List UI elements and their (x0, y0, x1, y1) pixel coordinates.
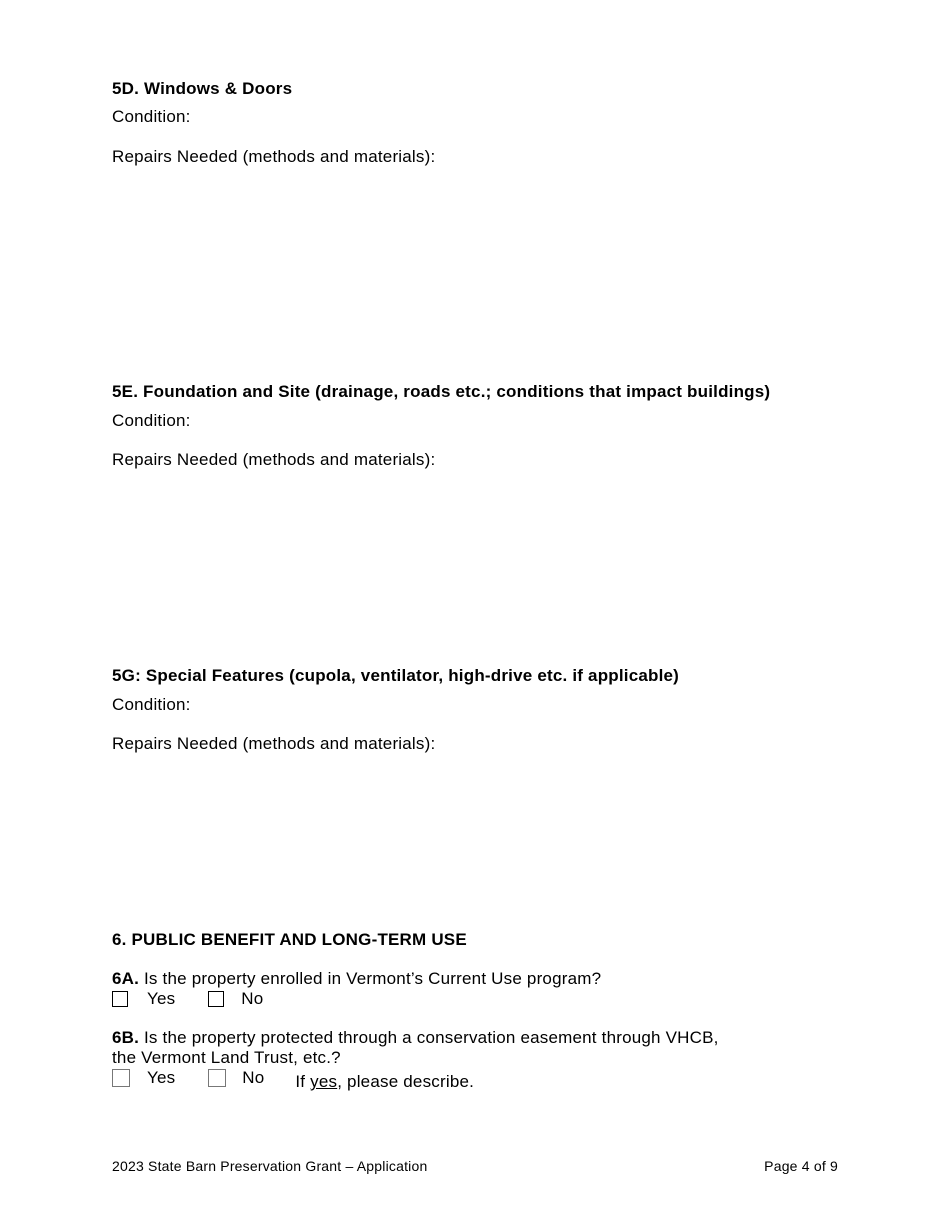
question-6a-text: Is the property enrolled in Vermont’s Current Use program? (144, 969, 602, 988)
section-5d-repairs-label: Repairs Needed (methods and materials): (112, 147, 436, 166)
question-6b-no-option[interactable] (208, 1068, 264, 1088)
section-5g-condition-label: Condition: (112, 695, 191, 714)
question-6a-no-option[interactable] (208, 989, 263, 1009)
question-6b-label: 6B. (112, 1028, 140, 1047)
question-6b-text-line2: the Vermont Land Trust, etc.? (112, 1048, 341, 1067)
question-6b-no-label: No (242, 1068, 265, 1087)
footer-title: 2023 State Barn Preservation Grant – Application (112, 1158, 428, 1174)
section-5e-repairs-label: Repairs Needed (methods and materials): (112, 450, 436, 469)
section-5g-repairs-label: Repairs Needed (methods and materials): (112, 734, 436, 753)
question-6a-yes-option[interactable] (112, 989, 175, 1009)
question-6b-describe-prefix: If (295, 1072, 311, 1091)
section-5e-heading: 5E. Foundation and Site (drainage, roads etc.; conditions that impact buildings) (112, 382, 771, 401)
question-6b-describe-yes: yes (310, 1072, 338, 1091)
question-6a-options (112, 989, 263, 1012)
question-6a-no-label: No (241, 989, 264, 1008)
question-6a-no-checkbox[interactable] (208, 991, 224, 1007)
section-5e-condition-label: Condition: (112, 411, 191, 430)
question-6b-yes-label: Yes (147, 1068, 176, 1087)
section-5g-heading: 5G: Special Features (cupola, ventilator, high-drive etc. if applicable) (112, 666, 680, 685)
question-6a-yes-checkbox[interactable] (112, 991, 128, 1007)
question-6b-yes-option[interactable] (112, 1068, 175, 1088)
question-6b-no-checkbox[interactable] (208, 1069, 226, 1087)
question-6b-yes-checkbox[interactable] (112, 1069, 130, 1087)
section-5d-condition-label: Condition: (112, 107, 191, 126)
question-6b-describe (295, 1072, 474, 1091)
question-6b-text-line1: Is the property protected through a conservation easement through VHCB, (144, 1028, 719, 1047)
question-6a (112, 969, 601, 989)
section-5d-heading: 5D. Windows & Doors (112, 79, 293, 98)
question-6a-yes-label: Yes (147, 989, 176, 1008)
question-6a-label: 6A. (112, 969, 140, 988)
question-6b (112, 1028, 719, 1048)
question-6b-describe-suffix: , please describe. (337, 1072, 475, 1091)
footer-page-number: Page 4 of 9 (764, 1158, 838, 1174)
question-6b-options (112, 1068, 474, 1092)
section-6-heading: 6. PUBLIC BENEFIT AND LONG-TERM USE (112, 930, 467, 949)
